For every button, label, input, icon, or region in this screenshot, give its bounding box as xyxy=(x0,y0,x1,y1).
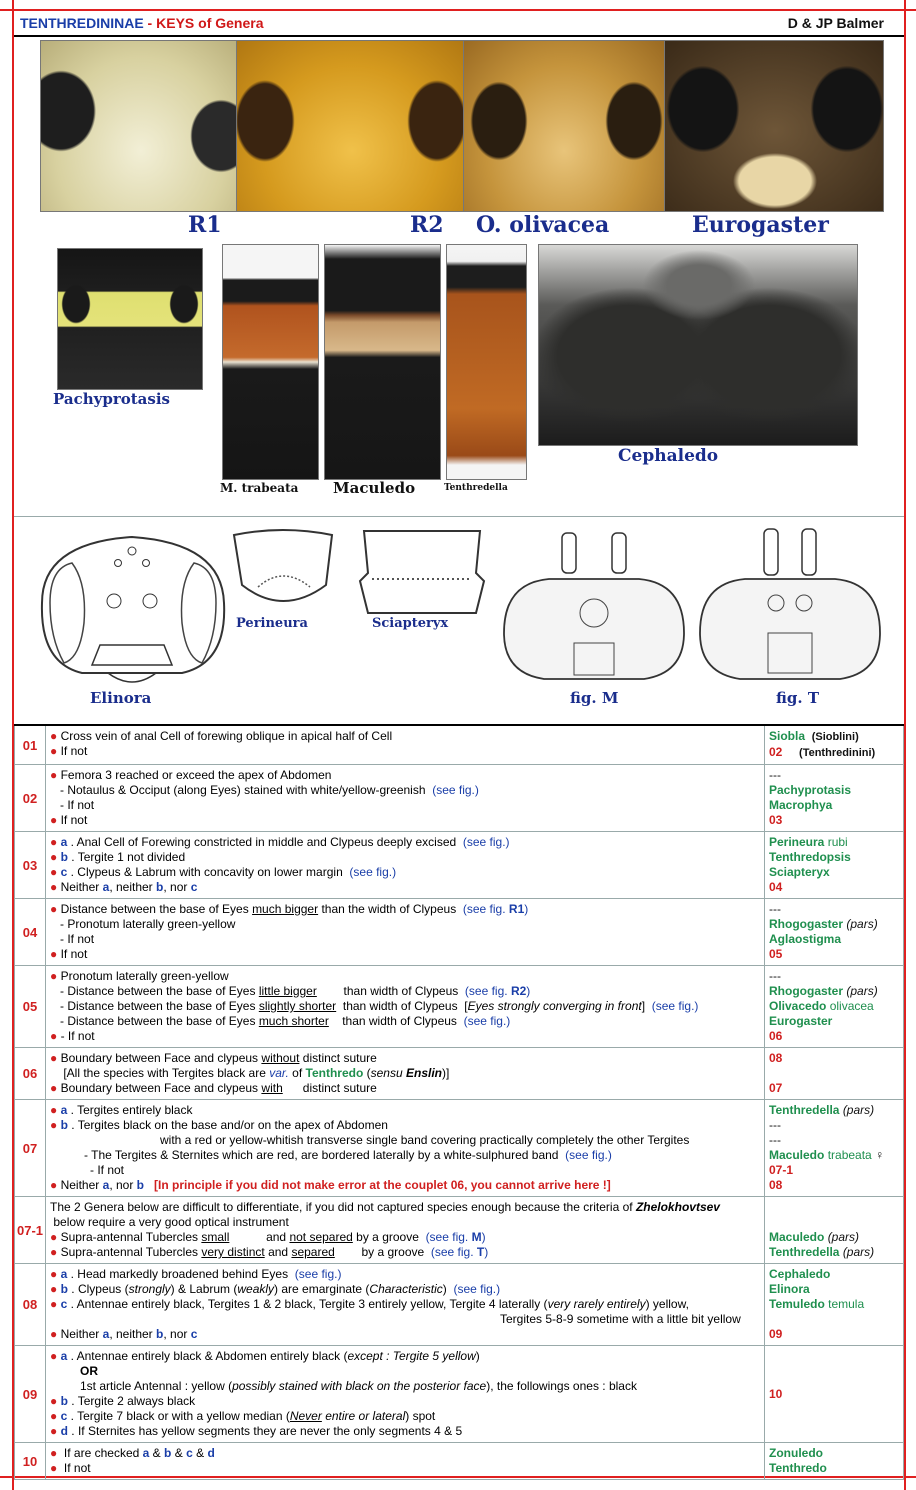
drawing-fig-m xyxy=(494,523,694,693)
couplet-number: 07 xyxy=(15,1100,46,1197)
couplet-number: 01 xyxy=(15,725,46,765)
caption-tenthredella: Tenthredella xyxy=(444,483,508,493)
caption-maculedo: Maculedo xyxy=(333,479,416,497)
photo-o-olivacea xyxy=(463,40,665,212)
couplet-number: 02 xyxy=(15,765,46,832)
caption-elinora: Elinora xyxy=(90,689,152,707)
couplet-text: ● a . Anal Cell of Forewing constricted in middle and Clypeus deeply excised (see fig.) ● b . Tergite 1 not divided ● c . Clypeus & Labrum with concavity on lower margin (see fig.) ● Neither a, neither b, nor c xyxy=(46,832,765,899)
see-fig-link[interactable]: (see fig.) xyxy=(462,835,510,849)
couplet-result: Zonuledo Tenthredo xyxy=(765,1443,904,1480)
couplet-text: ● a . Tergites entirely black ● b . Tergites black on the base and/or on the apex of Abdomen with a red or yellow-whitish transverse single band covering practically completely the other Tergites - The Tergites & Sternites which are red, are bordered laterally by a white-sulphured band (see fig.) - If not ● Neither a, nor b [In principle if you did not make error at the couplet 06, you cannot arrive here !] xyxy=(46,1100,765,1197)
couplet-01 xyxy=(15,725,904,765)
see-fig-link[interactable]: (see fig. R2) xyxy=(464,984,531,998)
caption-r2: R2 xyxy=(410,212,444,238)
couplet-07 xyxy=(15,1100,904,1197)
couplet-result: Cephaledo Elinora Temuledo temula 09 xyxy=(765,1264,904,1346)
couplet-text: ● Cross vein of anal Cell of forewing oblique in apical half of Cell ● If not xyxy=(46,725,765,765)
caption-m-trabeata: M. trabeata xyxy=(220,481,299,495)
couplet-06 xyxy=(15,1048,904,1100)
couplet-text: ● Femora 3 reached or exceed the apex of Abdomen - Notaulus & Occiput (along Eyes) stained with white/yellow-greenish (see fig.) - If not ● If not xyxy=(46,765,765,832)
photo-cephaledo xyxy=(538,244,858,446)
couplet-07-1 xyxy=(15,1197,904,1264)
couplet-number: 10 xyxy=(15,1443,46,1480)
caption-sciapteryx: Sciapteryx xyxy=(372,616,449,631)
caption-o-olivacea: O. olivacea xyxy=(476,212,610,238)
see-fig-link[interactable]: (see fig. M) xyxy=(425,1230,486,1244)
couplet-text: ● Boundary between Face and clypeus without distinct suture [All the species with Tergites black are var. of Tenthredo (sensu Enslin)] ● Boundary between Face and clypeus with distinct suture xyxy=(46,1048,765,1100)
header-authors: D & JP Balmer xyxy=(787,15,884,31)
caption-eurogaster: Eurogaster xyxy=(692,212,829,238)
header-family: TENTHREDININAE xyxy=(20,15,144,31)
couplet-10 xyxy=(15,1443,904,1480)
see-fig-link[interactable]: (see fig.) xyxy=(294,1267,342,1281)
couplet-09 xyxy=(15,1346,904,1443)
caption-fig-t: fig. T xyxy=(776,689,820,707)
caption-fig-m: fig. M xyxy=(570,689,619,707)
caption-r1: R1 xyxy=(188,212,222,238)
see-fig-link[interactable]: (see fig.) xyxy=(651,999,699,1013)
couplet-03 xyxy=(15,832,904,899)
see-fig-link[interactable]: (see fig.) xyxy=(565,1148,612,1162)
couplet-text: The 2 Genera below are difficult to differentiate, if you did not captured species enough because the criteria of Zhelokhovtsev below require a very good optical instrument ● Supra-antennal Tubercles small and not separed by a groove (see fig. M) ● Supra-antennal Tubercles very distinct and separed by a groove (see fig. T) xyxy=(46,1197,765,1264)
couplet-result: Siobla (Sioblini) 02 (Tenthredinini) xyxy=(765,725,904,765)
couplet-result: Maculedo (pars) Tenthredella (pars) xyxy=(765,1197,904,1264)
photo-maculedo xyxy=(324,244,441,480)
couplet-result: Tenthredella (pars) --- --- Maculedo trabeata ♀ 07-1 08 xyxy=(765,1100,904,1197)
see-fig-link[interactable]: (see fig.) xyxy=(349,865,397,879)
couplet-text: ● a . Antennae entirely black & Abdomen entirely black (except : Tergite 5 yellow) OR 1st article Antennal : yellow (possibly stained with black on the posterior face), the followings ones : black ● b . Tergite 2 always black ● c . Tergite 7 black or with a yellow median (Never entire or lateral) spot ● d . If Sternites has yellow segments they are never the only segments 4 & 5 xyxy=(46,1346,765,1443)
drawing-sciapteryx xyxy=(352,523,492,619)
see-fig-link[interactable]: (see fig.) xyxy=(453,1282,501,1296)
photo-r1 xyxy=(40,40,237,212)
couplet-02 xyxy=(15,765,904,832)
couplet-text: ● a . Head markedly broadened behind Eyes (see fig.) ● b . Clypeus (strongly) & Labrum (weakly) are emarginate (Characteristic) (see fig.) ● c . Antennae entirely black, Tergites 1 & 2 black, Tergite 3 entirely yellow, Tergite 4 laterally (very rarely entirely) yellow, Tergites 5-8-9 sometime with a little bit yellow ● Neither a, neither b, nor c xyxy=(46,1264,765,1346)
couplet-result: 10 xyxy=(765,1346,904,1443)
photo-r2 xyxy=(236,40,464,212)
couplet-number: 08 xyxy=(15,1264,46,1346)
see-fig-link[interactable]: (see fig. R1) xyxy=(462,902,529,916)
couplet-05 xyxy=(15,966,904,1048)
page-header xyxy=(14,11,904,37)
drawing-elinora xyxy=(32,523,232,695)
header-sep: - xyxy=(143,15,157,31)
frame-line-right xyxy=(904,0,906,1490)
caption-cephaledo: Cephaledo xyxy=(618,446,719,466)
couplet-result: --- Pachyprotasis Macrophya 03 xyxy=(765,765,904,832)
couplet-number: 06 xyxy=(15,1048,46,1100)
couplet-text: ● If are checked a & b & c & d ● If not xyxy=(46,1443,765,1480)
couplet-text: ● Distance between the base of Eyes much bigger than the width of Clypeus (see fig. R1) - Pronotum laterally green-yellow - If not ● If not xyxy=(46,899,765,966)
couplet-number: 09 xyxy=(15,1346,46,1443)
couplet-number: 03 xyxy=(15,832,46,899)
couplet-result: 08 07 xyxy=(765,1048,904,1100)
couplet-text: ● Pronotum laterally green-yellow - Distance between the base of Eyes little bigger than width of Clypeus (see fig. R2) - Distance between the base of Eyes slightly shorter than width of Clypeus [Eyes strongly converging in front] (see fig.) - Distance between the base of Eyes much shorter than width of Clypeus (see fig.) ● - If not xyxy=(46,966,765,1048)
couplet-number: 07-1 xyxy=(15,1197,46,1264)
photo-tenthredella xyxy=(446,244,527,480)
couplet-result: --- Rhogogaster (pars) Olivacedo olivacea Eurogaster 06 xyxy=(765,966,904,1048)
photo-pachyprotasis xyxy=(57,248,203,390)
caption-pachyprotasis: Pachyprotasis xyxy=(53,390,170,408)
couplet-08 xyxy=(15,1264,904,1346)
couplet-04 xyxy=(15,899,904,966)
drawing-fig-t xyxy=(690,523,890,693)
see-fig-link[interactable]: (see fig. T) xyxy=(430,1245,489,1259)
caption-perineura: Perineura xyxy=(236,616,308,631)
see-fig-link[interactable]: (see fig.) xyxy=(432,783,479,797)
couplet-number: 04 xyxy=(15,899,46,966)
header-subtitle: KEYS of Genera xyxy=(156,15,264,31)
photo-eurogaster xyxy=(664,40,884,212)
photo-m-trabeata xyxy=(222,244,319,480)
couplet-result: --- Rhogogaster (pars) Aglaostigma 05 xyxy=(765,899,904,966)
figure-section xyxy=(14,516,904,723)
see-fig-link[interactable]: (see fig.) xyxy=(463,1014,511,1028)
key-table xyxy=(14,724,904,1480)
couplet-number: 05 xyxy=(15,966,46,1048)
drawing-perineura xyxy=(228,525,338,617)
couplet-result: Perineura rubi Tenthredopsis Sciapteryx 04 xyxy=(765,832,904,899)
